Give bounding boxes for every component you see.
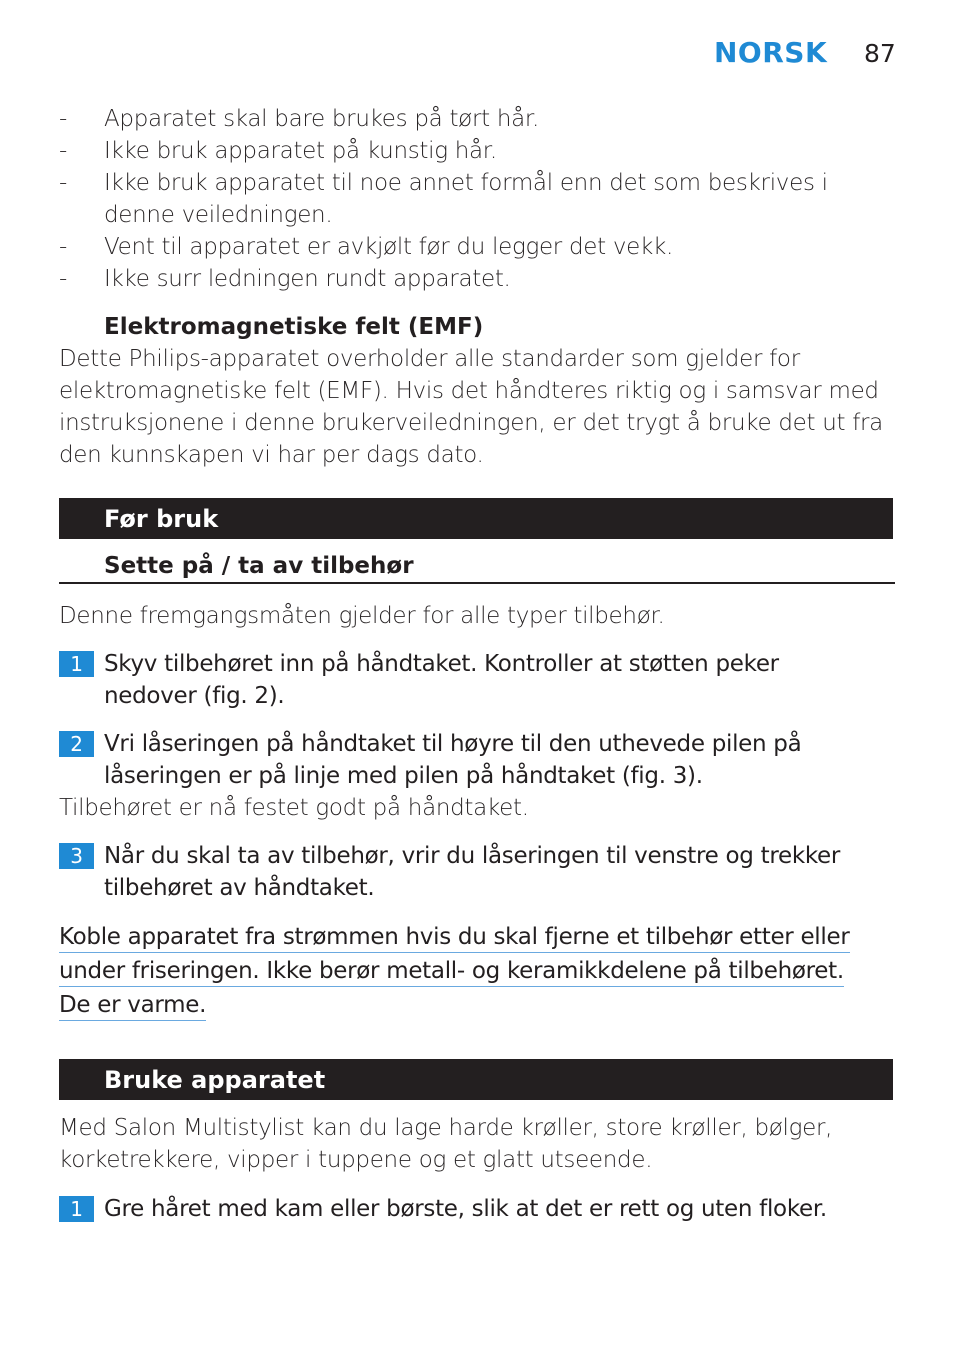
warning-line: Koble apparatet fra strømmen hvis du skal fjerne et tilbehør etter eller bbox=[59, 922, 850, 953]
bullet-text: Ikke bruk apparatet til noe annet formål enn det som beskrives i denne veiledningen. bbox=[104, 170, 828, 228]
bullet-text: Vent til apparatet er avkjølt før du legger det vekk. bbox=[104, 234, 674, 260]
bullet-text: Ikke bruk apparatet på kunstig hår. bbox=[104, 138, 497, 164]
list-item bbox=[59, 135, 879, 167]
bullet-marker: - bbox=[59, 106, 67, 132]
emf-paragraph: Dette Philips-apparatet overholder alle standarder som gjelder for elektromagnetiske felt (EMF). Hvis det håndteres riktig og i samsvar med instruksjonene i denne brukerveiledningen, er det trygt å bruke det ut fra den kunnskapen vi har per dags dato. bbox=[59, 346, 883, 468]
intro-paragraph: Denne fremgangsmåten gjelder for alle typer tilbehør. bbox=[59, 603, 665, 629]
step-number: 2 bbox=[59, 731, 94, 757]
step-text: Når du skal ta av tilbehør, vrir du låseringen til venstre og trekker tilbehøret av håndtaket. bbox=[104, 843, 841, 901]
intro-paragraph: Med Salon Multistylist kan du lage harde krøller, store krøller, bølger, korketrekkere, vipper i tuppene og et glatt utseende. bbox=[59, 1115, 833, 1173]
bullet-text: Ikke surr ledningen rundt apparatet. bbox=[104, 266, 511, 292]
warning-line: under friseringen. Ikke berør metall- og keramikkdelene på tilbehøret. bbox=[59, 956, 844, 987]
bullet-marker: - bbox=[59, 266, 67, 292]
step-number: 1 bbox=[59, 651, 94, 677]
language-label: NORSK bbox=[714, 36, 828, 69]
step-text: Vri låseringen på håndtaket til høyre til den uthevede pilen på låseringen er på linje med pilen på håndtaket (fig. 3). bbox=[104, 731, 802, 789]
list-item bbox=[59, 103, 879, 135]
section-bar-using bbox=[59, 1059, 893, 1100]
list-item bbox=[59, 263, 879, 295]
bullet-marker: - bbox=[59, 138, 67, 164]
step-result: Tilbehøret er nå festet godt på håndtaket. bbox=[59, 795, 529, 821]
step-text: Skyv tilbehøret inn på håndtaket. Kontroller at støtten peker nedover (fig. 2). bbox=[104, 651, 779, 709]
list-item bbox=[59, 167, 849, 231]
bullet-marker: - bbox=[59, 170, 67, 196]
warning-line: De er varme. bbox=[59, 990, 206, 1021]
section-bar-before-use bbox=[59, 498, 893, 539]
step-item bbox=[59, 840, 909, 904]
section-title: Bruke apparatet bbox=[104, 1066, 326, 1094]
step-number: 3 bbox=[59, 843, 94, 869]
subsection-heading bbox=[59, 550, 895, 584]
page-number: 87 bbox=[864, 39, 896, 68]
step-item bbox=[59, 648, 849, 712]
step-number: 1 bbox=[59, 1196, 94, 1222]
step-item bbox=[59, 728, 859, 792]
section-title: Før bruk bbox=[104, 505, 219, 533]
step-item bbox=[59, 1193, 919, 1225]
bullet-text: Apparatet skal bare brukes på tørt hår. bbox=[104, 106, 539, 132]
step-text: Gre håret med kam eller børste, slik at det er rett og uten floker. bbox=[104, 1196, 827, 1222]
warning-note bbox=[59, 921, 899, 1023]
emf-heading: Elektromagnetiske felt (EMF) bbox=[104, 314, 484, 340]
bullet-marker: - bbox=[59, 234, 67, 260]
subsection-title: Sette på / ta av tilbehør bbox=[104, 553, 414, 579]
list-item bbox=[59, 231, 879, 263]
